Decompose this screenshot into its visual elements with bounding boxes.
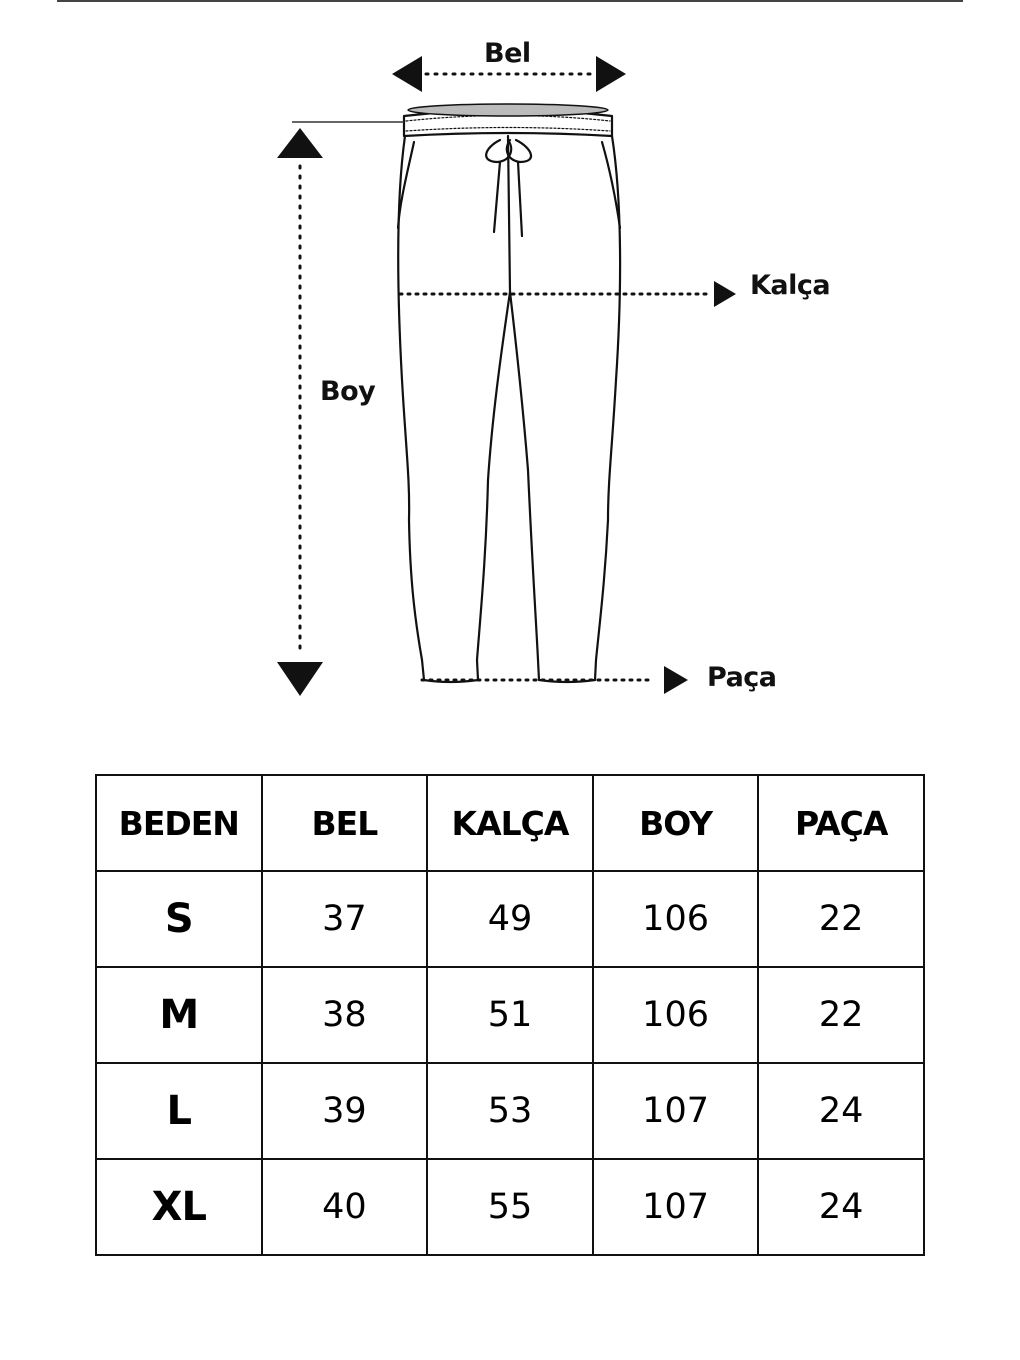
header-bel: BEL bbox=[262, 775, 428, 871]
kalca-cell: 55 bbox=[427, 1159, 593, 1255]
size-cell: XL bbox=[96, 1159, 262, 1255]
header-paca: PAÇA bbox=[758, 775, 924, 871]
size-cell: S bbox=[96, 871, 262, 967]
boy-cell: 107 bbox=[593, 1159, 759, 1255]
header-kalca: KALÇA bbox=[427, 775, 593, 871]
hip-arrow bbox=[400, 281, 736, 307]
boy-cell: 107 bbox=[593, 1063, 759, 1159]
bel-cell: 40 bbox=[262, 1159, 428, 1255]
hem-arrow bbox=[422, 666, 688, 694]
bel-cell: 39 bbox=[262, 1063, 428, 1159]
length-label: Boy bbox=[320, 376, 376, 407]
paca-cell: 22 bbox=[758, 871, 924, 967]
kalca-cell: 53 bbox=[427, 1063, 593, 1159]
paca-cell: 24 bbox=[758, 1063, 924, 1159]
size-chart-table bbox=[95, 774, 925, 1256]
length-arrow bbox=[277, 122, 404, 696]
boy-cell: 106 bbox=[593, 967, 759, 1063]
table-row bbox=[96, 1063, 924, 1159]
bel-cell: 38 bbox=[262, 967, 428, 1063]
pants-illustration bbox=[398, 104, 620, 682]
hem-label: Paça bbox=[707, 662, 777, 693]
paca-cell: 22 bbox=[758, 967, 924, 1063]
kalca-cell: 51 bbox=[427, 967, 593, 1063]
table-header-row bbox=[96, 775, 924, 871]
waist-label: Bel bbox=[484, 38, 531, 69]
paca-cell: 24 bbox=[758, 1159, 924, 1255]
header-beden: BEDEN bbox=[96, 775, 262, 871]
table-row bbox=[96, 871, 924, 967]
header-boy: BOY bbox=[593, 775, 759, 871]
table-row bbox=[96, 1159, 924, 1255]
hip-label: Kalça bbox=[750, 270, 831, 301]
boy-cell: 106 bbox=[593, 871, 759, 967]
bel-cell: 37 bbox=[262, 871, 428, 967]
table-row bbox=[96, 967, 924, 1063]
kalca-cell: 49 bbox=[427, 871, 593, 967]
size-cell: M bbox=[96, 967, 262, 1063]
size-cell: L bbox=[96, 1063, 262, 1159]
